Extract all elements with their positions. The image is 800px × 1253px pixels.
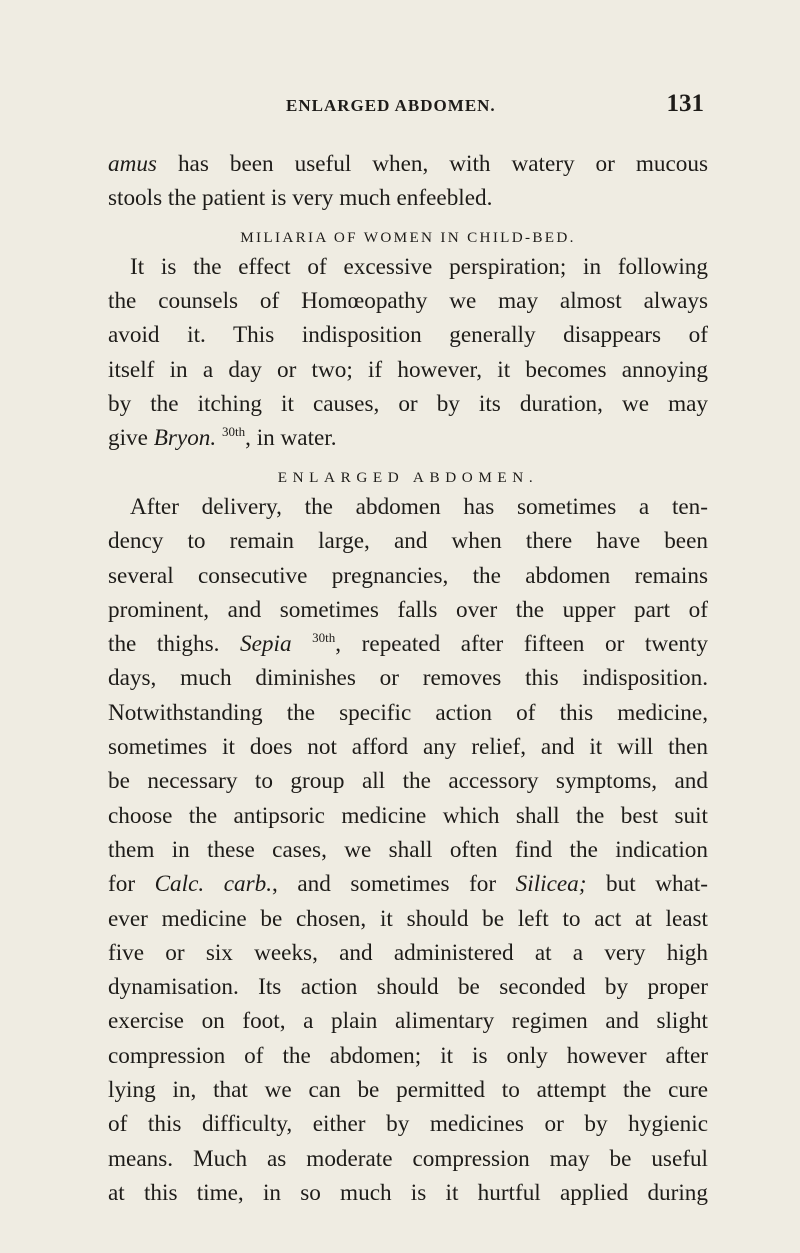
- text-line: by the itching it causes, or by its duration, we may: [108, 391, 708, 418]
- text-line: compression of the abdomen; it is only however after: [108, 1042, 708, 1069]
- potency: 30th: [221, 424, 246, 440]
- text-line: sometimes it does not afford any relief, and it will then: [108, 734, 708, 761]
- remedy-name: Silicea;: [515, 871, 587, 898]
- page-body: [108, 147, 708, 1210]
- text-line: dynamisation. Its action should be seconded by proper: [108, 974, 708, 1001]
- text-line: the thighs. Sepia $^{30th}$, repeated after fifteen or twenty: [108, 630, 709, 658]
- text-line: dency to remain large, and when there have been: [108, 528, 708, 555]
- text-line: several consecutive pregnancies, the abdomen remains: [108, 562, 708, 589]
- text-line: ever medicine be chosen, it should be left to act at least: [108, 905, 708, 932]
- remedy-name: Calc. carb.: [154, 871, 273, 898]
- remedy-name: Sepia: [240, 631, 292, 658]
- text-line: at this time, in so much is it hurtful applied during: [108, 1179, 708, 1206]
- running-title: ENLARGED ABDOMEN.: [286, 96, 496, 115]
- text-line: avoid it. This indisposition generally disappears of: [108, 322, 708, 349]
- remedy-name: amus: [108, 151, 157, 177]
- text-line: Notwithstanding the specific action of this medicine,: [108, 699, 708, 726]
- text-line: days, much diminishes or removes this indisposition.: [108, 665, 708, 692]
- text-line: choose the antipsoric medicine which shall the best suit: [108, 802, 708, 829]
- text-line: be necessary to group all the accessory symptoms, and: [108, 768, 708, 795]
- text-line: give Bryon. $^{30th}$, in water.: [108, 424, 337, 452]
- section-heading-miliaria: MILIARIA OF WOMEN IN CHILD-BED.: [240, 228, 576, 246]
- text-line: amus has been useful when, with watery or mucous: [108, 151, 708, 177]
- potency: 30th: [312, 630, 336, 646]
- text-line: After delivery, the abdomen has sometimes a ten-: [130, 493, 708, 520]
- text-line: lying in, that we can be permitted to attempt the cure: [108, 1077, 708, 1104]
- section-heading-enlarged-abdomen: ENLARGED ABDOMEN.: [277, 468, 539, 486]
- text-line: for Calc. carb., and sometimes for Silicea; but what-: [108, 871, 708, 898]
- page-number: 131: [666, 90, 704, 117]
- text-line: itself in a day or two; if however, it becomes annoying: [108, 356, 708, 383]
- running-head: [96, 90, 710, 126]
- text-line: stools the patient is very much enfeebled.: [108, 185, 493, 212]
- text-line: them in these cases, we shall often find the indication: [108, 836, 708, 863]
- text-line: the counsels of Homœopathy we may almost always: [108, 288, 708, 315]
- text-line: of this difficulty, either by medicines or by hygienic: [108, 1111, 708, 1138]
- text-line: It is the effect of excessive perspiration; in following: [130, 253, 708, 280]
- text-line: exercise on foot, a plain alimentary regimen and slight: [108, 1008, 708, 1035]
- text-line: prominent, and sometimes falls over the upper part of: [108, 596, 708, 623]
- remedy-name: Bryon.: [153, 425, 217, 452]
- text-line: means. Much as moderate compression may be useful: [108, 1145, 708, 1172]
- text-line: five or six weeks, and administered at a very high: [108, 939, 708, 966]
